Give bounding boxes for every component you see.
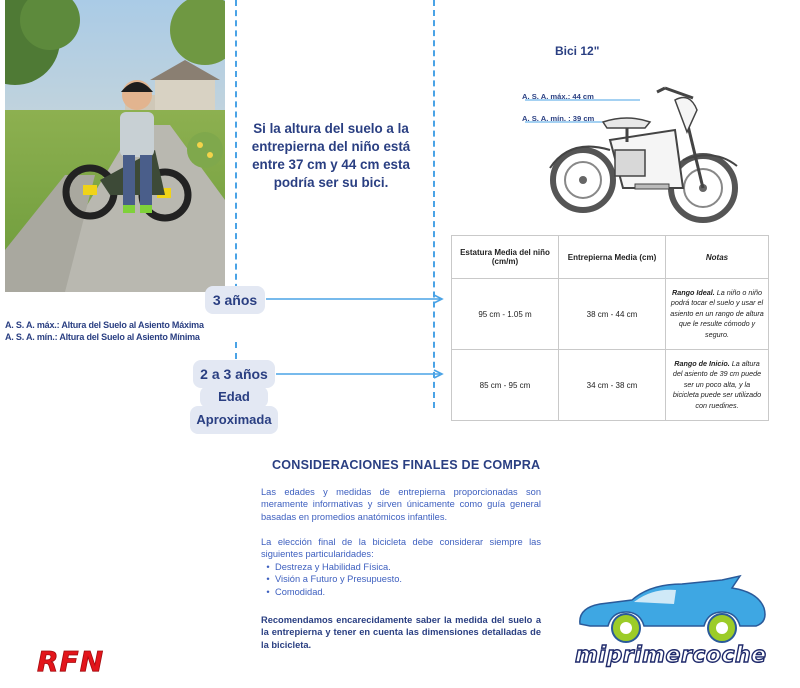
aproximada-label: Aproximada: [190, 406, 278, 434]
header-notes: Notas: [666, 236, 769, 279]
considerations-list: [261, 561, 402, 598]
row-note: [666, 279, 769, 350]
row-note: [666, 350, 769, 421]
miprimercoche-wordmark: miprimercoche: [575, 643, 767, 668]
note-text: La niño o niño podrá tocar el suelo y usar el asiento en un rango de altura que le resulte cómodo y seguro.: [670, 287, 764, 339]
bike-title: Bici 12": [555, 44, 600, 58]
list-item: • Destreza y Habilidad Física.: [261, 561, 402, 573]
age-badge-2-3: 2 a 3 años: [193, 360, 275, 388]
considerations-title: CONSIDERACIONES FINALES DE COMPRA: [272, 458, 541, 472]
row-stature: 85 cm - 95 cm: [452, 350, 559, 421]
header-inseam: Entrepierna Media (cm): [559, 236, 666, 279]
header-stature: Estatura Media del niño (cm/m): [452, 236, 559, 279]
miprimercoche-car-logo: [572, 574, 772, 646]
table-row: [452, 350, 769, 421]
considerations-p3: Recomendamos encarecidamente saber la medida del suelo a la entrepierna y tener en cuenta las dimensiones detalladas de la bicicleta.: [261, 615, 541, 650]
row-inseam: 34 cm - 38 cm: [559, 350, 666, 421]
age-badge-3: 3 años: [205, 286, 265, 314]
size-table: [451, 235, 769, 421]
considerations-p1: Las edades y medidas de entrepierna proporcionadas son meramente informativas y sirven únicamente como guía general basadas en promedios anatómicos infantiles.: [261, 487, 541, 522]
list-item: • Visión a Futuro y Presupuesto.: [261, 573, 402, 585]
legend-max: A. S. A. máx.: Altura del Suelo al Asiento Máxima: [5, 320, 204, 330]
table-row: [452, 279, 769, 350]
fit-description: Si la altura del suelo a la entrepierna del niño está entre 37 cm y 44 cm esta podría ser su bici.: [251, 121, 411, 190]
considerations-p2: La elección final de la bicicleta debe considerar siempre las siguientes particularidades:: [261, 537, 541, 560]
bike-drawing: [515, 70, 755, 230]
asa-min-label: A. S. A. mín. : 39 cm: [522, 114, 595, 123]
rfn-text: RFN: [37, 646, 105, 676]
asa-max-label: A. S. A. máx.: 44 cm: [522, 92, 594, 101]
list-item: • Comodidad.: [261, 586, 402, 598]
row-stature: 95 cm - 1.05 m: [452, 279, 559, 350]
note-bold: Rango Ideal.: [672, 287, 715, 297]
note-text: La altura del asiento de 39 cm puede ser un poco alta, y la bicicleta puede ser utilizado con ruedines.: [672, 358, 762, 410]
edad-label: Edad: [200, 386, 268, 408]
row-inseam: 38 cm - 44 cm: [559, 279, 666, 350]
legend-min: A. S. A. mín.: Altura del Suelo al Asiento Mínima: [5, 332, 200, 342]
note-bold: Rango de Inicio.: [674, 358, 730, 368]
rfn-logo: [33, 646, 143, 676]
